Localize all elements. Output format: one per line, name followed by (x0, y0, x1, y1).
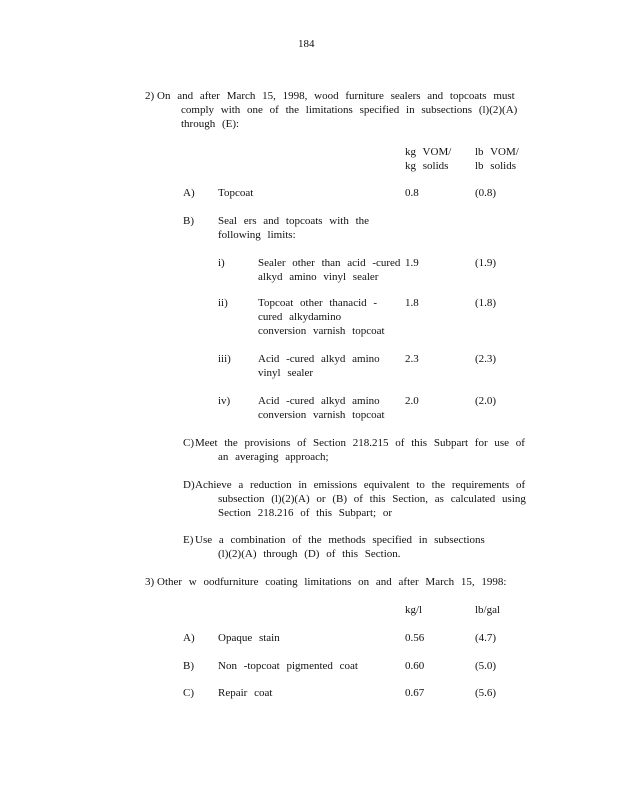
s3-item-a-value-kg: 0.56 (405, 632, 425, 644)
s3-item-b-label: B) (183, 660, 194, 672)
s3-item-c-value-kg: 0.67 (405, 687, 425, 699)
s3-item-a-value-lb: (4.7) (475, 632, 497, 644)
item-b-text: Seal ers and topcoats with the following limits: (218, 215, 370, 241)
section-2-line-1: On and after March 15, 1998, wood furniture sealers and topcoats must (157, 90, 515, 102)
section-2-line-2: comply with one of the limitations specified in subsections (l)(2)(A) (181, 104, 518, 116)
subitem-iii-value-lb: (2.3) (475, 353, 497, 365)
s3-item-c-label: C) (183, 687, 194, 699)
subitem-i-text: Sealer other than acid -cured alkyd amino vinyl sealer (258, 257, 401, 283)
section-3-label: 3) (145, 576, 155, 588)
column-header-lb-per-gal: lb/gal (475, 604, 501, 616)
item-c-line-2: an averaging approach; (218, 451, 329, 463)
subitem-ii-value-kg: 1.8 (405, 297, 419, 309)
subitem-iii-label: iii) (218, 353, 231, 365)
item-a-value-lb: (0.8) (475, 187, 497, 199)
subitem-iv-value-lb: (2.0) (475, 395, 497, 407)
s3-item-c-text: Repair coat (218, 687, 273, 699)
column-header-kg-vom: kg VOM/ kg solids (405, 146, 452, 172)
s3-item-c-value-lb: (5.6) (475, 687, 497, 699)
column-header-kg-per-l: kg/l (405, 604, 423, 616)
item-c-label: C) (183, 437, 194, 449)
subitem-i-value-lb: (1.9) (475, 257, 497, 269)
item-a-text: Topcoat (218, 187, 254, 199)
item-d-label: D) (183, 479, 195, 491)
item-d-line-2: subsection (l)(2)(A) or (B) of this Section, as calculated using (218, 493, 526, 505)
s3-item-a-text: Opaque stain (218, 632, 280, 644)
subitem-i-label: i) (218, 257, 225, 269)
subitem-iv-label: iv) (218, 395, 231, 407)
s3-item-b-value-lb: (5.0) (475, 660, 497, 672)
item-d-line-1: Achieve a reduction in emissions equivalent to the requirements of (195, 479, 526, 491)
section-3-line-1: Other w oodfurniture coating limitations on and after March 15, 1998: (157, 576, 507, 588)
item-a-value-kg: 0.8 (405, 187, 419, 199)
column-header-lb-vom: lb VOM/ lb solids (475, 146, 519, 172)
subitem-ii-label: ii) (218, 297, 228, 309)
item-c-line-1: Meet the provisions of Section 218.215 of this Subpart for use of (195, 437, 525, 449)
section-2-label: 2) (145, 90, 155, 102)
s3-item-b-text: Non -topcoat pigmented coat (218, 660, 358, 672)
subitem-iii-text: Acid -cured alkyd amino vinyl sealer (258, 353, 380, 379)
section-2-line-3: through (E): (181, 118, 240, 130)
item-b-label: B) (183, 215, 194, 227)
subitem-ii-text: Topcoat other thanacid - cured alkydamino conversion varnish topcoat (258, 297, 385, 337)
subitem-ii-value-lb: (1.8) (475, 297, 497, 309)
subitem-iv-text: Acid -cured alkyd amino conversion varnish topcoat (258, 395, 385, 421)
subitem-i-value-kg: 1.9 (405, 257, 419, 269)
item-e-label: E) (183, 534, 194, 546)
s3-item-b-value-kg: 0.60 (405, 660, 425, 672)
item-e-line-1: Use a combination of the methods specified in subsections (195, 534, 485, 546)
item-a-label: A) (183, 187, 195, 199)
page-number: 184 (298, 38, 315, 50)
item-d-line-3: Section 218.216 of this Subpart; or (218, 507, 392, 519)
subitem-iii-value-kg: 2.3 (405, 353, 419, 365)
s3-item-a-label: A) (183, 632, 195, 644)
subitem-iv-value-kg: 2.0 (405, 395, 419, 407)
item-e-line-2: (l)(2)(A) through (D) of this Section. (218, 548, 401, 560)
